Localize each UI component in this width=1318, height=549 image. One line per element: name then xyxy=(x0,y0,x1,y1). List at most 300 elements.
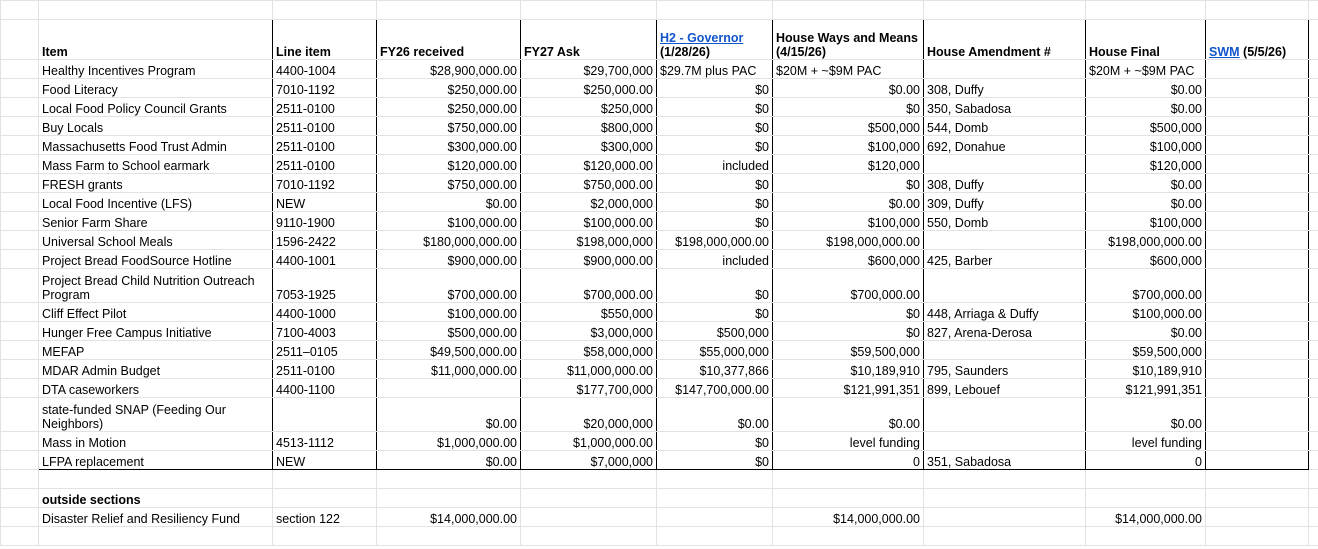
cell-edge xyxy=(1309,398,1318,432)
cell-h2-governor[interactable]: $0 xyxy=(657,269,773,303)
cell-house-amendment[interactable]: 448, Arriaga & Duffy xyxy=(924,303,1086,322)
cell-house-ways-means[interactable]: $0.00 xyxy=(773,193,924,212)
row-gutter xyxy=(1,398,39,432)
cell-swm[interactable] xyxy=(1206,303,1309,322)
empty-cell[interactable] xyxy=(1086,489,1206,508)
row-gutter xyxy=(1,250,39,269)
row-gutter xyxy=(1,155,39,174)
cell-fy26[interactable]: $0.00 xyxy=(377,193,521,212)
empty-cell[interactable] xyxy=(1206,470,1309,489)
blank-row xyxy=(1,470,1318,489)
empty-cell[interactable] xyxy=(1309,527,1318,546)
cell-house-amendment[interactable]: 351, Sabadosa xyxy=(924,451,1086,470)
cell-house-ways-means[interactable]: $14,000,000.00 xyxy=(773,508,924,527)
cell-fy27[interactable]: $11,000,000.00 xyxy=(521,360,657,379)
cell-house-ways-means[interactable]: $600,000 xyxy=(773,250,924,269)
cell-house-ways-means[interactable]: $121,991,351 xyxy=(773,379,924,398)
empty-cell[interactable] xyxy=(377,470,521,489)
cell-house-ways-means[interactable]: $0 xyxy=(773,303,924,322)
cell-h2-governor[interactable]: $0.00 xyxy=(657,398,773,432)
empty-cell[interactable] xyxy=(273,527,377,546)
cell-line-item[interactable]: 1596-2422 xyxy=(273,231,377,250)
cell-swm[interactable] xyxy=(1206,98,1309,117)
empty-cell[interactable] xyxy=(377,527,521,546)
cell-fy26[interactable]: $750,000.00 xyxy=(377,117,521,136)
empty-cell[interactable] xyxy=(1,470,39,489)
cell-fy26[interactable]: $500,000.00 xyxy=(377,322,521,341)
cell-house-final[interactable]: $20M + ~$9M PAC xyxy=(1086,60,1206,79)
cell-house-amendment[interactable]: 899, Lebouef xyxy=(924,379,1086,398)
table-row xyxy=(1,508,1318,527)
cell-house-amendment[interactable] xyxy=(924,231,1086,250)
cell-edge xyxy=(1309,155,1318,174)
cell-fy26[interactable] xyxy=(377,379,521,398)
cell-item[interactable]: Food Literacy xyxy=(39,79,273,98)
cell-h2-governor[interactable]: $55,000,000 xyxy=(657,341,773,360)
row-gutter xyxy=(1,303,39,322)
table-row xyxy=(1,117,1318,136)
cell-swm[interactable] xyxy=(1206,174,1309,193)
cell-fy27[interactable]: $58,000,000 xyxy=(521,341,657,360)
cell-fy26[interactable]: $300,000.00 xyxy=(377,136,521,155)
table-row xyxy=(1,360,1318,379)
cell-house-final[interactable]: $0.00 xyxy=(1086,193,1206,212)
cell-house-amendment[interactable]: 795, Saunders xyxy=(924,360,1086,379)
row-gutter xyxy=(1,451,39,470)
cell-house-final[interactable]: $10,189,910 xyxy=(1086,360,1206,379)
cell-fy27[interactable]: $250,000.00 xyxy=(521,79,657,98)
cell-item[interactable]: MDAR Admin Budget xyxy=(39,360,273,379)
cell-house-final[interactable]: $0.00 xyxy=(1086,322,1206,341)
outside-sections-title-row xyxy=(1,489,1318,508)
header-line-item[interactable]: Line item xyxy=(273,20,377,60)
cell-fy27[interactable]: $900,000.00 xyxy=(521,250,657,269)
table-row xyxy=(1,136,1318,155)
cell-house-ways-means[interactable]: $59,500,000 xyxy=(773,341,924,360)
row-gutter xyxy=(1,489,39,508)
cell-swm[interactable] xyxy=(1206,379,1309,398)
cell-edge xyxy=(1309,250,1318,269)
empty-cell[interactable] xyxy=(657,489,773,508)
cell-item[interactable]: Mass Farm to School earmark xyxy=(39,155,273,174)
cell-house-final[interactable]: $59,500,000 xyxy=(1086,341,1206,360)
cell-fy26[interactable]: $700,000.00 xyxy=(377,269,521,303)
swm-link[interactable]: SWM xyxy=(1209,45,1240,59)
cell-fy27[interactable] xyxy=(521,508,657,527)
cell-fy26[interactable]: $0.00 xyxy=(377,451,521,470)
table-row xyxy=(1,250,1318,269)
cell-house-ways-means[interactable]: level funding xyxy=(773,432,924,451)
cell-fy26[interactable]: $1,000,000.00 xyxy=(377,432,521,451)
header-house-amendment[interactable]: House Amendment # xyxy=(924,20,1086,60)
cell-house-ways-means[interactable]: $0.00 xyxy=(773,79,924,98)
table-row xyxy=(1,98,1318,117)
cell-swm[interactable] xyxy=(1206,341,1309,360)
cell-item[interactable]: Buy Locals xyxy=(39,117,273,136)
cell-house-final[interactable]: $0.00 xyxy=(1086,398,1206,432)
cell-item[interactable]: state-funded SNAP (Feeding Our Neighbors) xyxy=(39,398,273,432)
cell-house-amendment[interactable]: 550, Domb xyxy=(924,212,1086,231)
row-gutter xyxy=(1,212,39,231)
cell-line-item[interactable]: 4400-1001 xyxy=(273,250,377,269)
cell-house-ways-means[interactable]: $0 xyxy=(773,174,924,193)
table-row xyxy=(1,432,1318,451)
cell-fy26[interactable]: $100,000.00 xyxy=(377,212,521,231)
cell-swm[interactable] xyxy=(1206,269,1309,303)
cell-h2-governor[interactable]: $0 xyxy=(657,117,773,136)
cell-fy27[interactable]: $750,000.00 xyxy=(521,174,657,193)
cell-house-amendment[interactable]: 692, Donahue xyxy=(924,136,1086,155)
cell-house-amendment[interactable] xyxy=(924,269,1086,303)
empty-cell[interactable] xyxy=(273,489,377,508)
row-gutter xyxy=(1,269,39,303)
cell-house-amendment[interactable]: 544, Domb xyxy=(924,117,1086,136)
cell-fy27[interactable]: $198,000,000 xyxy=(521,231,657,250)
cell-item[interactable]: DTA caseworkers xyxy=(39,379,273,398)
cell-item[interactable]: Project Bread Child Nutrition Outreach Program xyxy=(39,269,273,303)
table-row xyxy=(1,60,1318,79)
cell-house-ways-means[interactable]: $500,000 xyxy=(773,117,924,136)
cell-swm[interactable] xyxy=(1206,79,1309,98)
cell-edge xyxy=(1309,508,1318,527)
header-h2-governor[interactable] xyxy=(657,20,773,60)
cell-house-amendment[interactable]: 308, Duffy xyxy=(924,174,1086,193)
cell-house-amendment[interactable] xyxy=(924,508,1086,527)
cell-h2-governor[interactable]: $10,377,866 xyxy=(657,360,773,379)
cell-swm[interactable] xyxy=(1206,250,1309,269)
cell-fy27[interactable]: $2,000,000 xyxy=(521,193,657,212)
empty-cell[interactable] xyxy=(1309,470,1318,489)
cell-item[interactable]: FRESH grants xyxy=(39,174,273,193)
cell-house-final[interactable]: $121,991,351 xyxy=(1086,379,1206,398)
cell-house-final[interactable]: $198,000,000.00 xyxy=(1086,231,1206,250)
cell-item[interactable]: Hunger Free Campus Initiative xyxy=(39,322,273,341)
cell-fy27[interactable]: $300,000 xyxy=(521,136,657,155)
cell-house-ways-means[interactable]: $0 xyxy=(773,98,924,117)
cell-house-ways-means[interactable]: $0 xyxy=(773,322,924,341)
empty-cell[interactable] xyxy=(273,470,377,489)
cell-house-final[interactable]: 0 xyxy=(1086,451,1206,470)
cell-h2-governor[interactable] xyxy=(657,508,773,527)
empty-cell[interactable] xyxy=(924,489,1086,508)
cell-fy27[interactable]: $550,000 xyxy=(521,303,657,322)
row-gutter xyxy=(1,174,39,193)
cell-edge xyxy=(1309,303,1318,322)
header-house-final[interactable]: House Final xyxy=(1086,20,1206,60)
cell-item[interactable]: Project Bread FoodSource Hotline xyxy=(39,250,273,269)
cell-house-amendment[interactable] xyxy=(924,341,1086,360)
header-item[interactable]: Item xyxy=(39,20,273,60)
cell-edge xyxy=(1309,174,1318,193)
empty-cell[interactable] xyxy=(1206,489,1309,508)
h2-governor-date: (1/28/26) xyxy=(660,45,711,59)
cell-fy26[interactable]: $250,000.00 xyxy=(377,79,521,98)
cell-fy26[interactable]: $28,900,000.00 xyxy=(377,60,521,79)
cell-h2-governor[interactable]: $0 xyxy=(657,303,773,322)
cell-house-amendment[interactable] xyxy=(924,155,1086,174)
cell-edge xyxy=(1309,212,1318,231)
cell-line-item[interactable]: section 122 xyxy=(273,508,377,527)
header-fy26[interactable]: FY26 received xyxy=(377,20,521,60)
row-gutter xyxy=(1,79,39,98)
cell-fy27[interactable]: $177,700,000 xyxy=(521,379,657,398)
cell-house-final[interactable]: $0.00 xyxy=(1086,174,1206,193)
cell-fy27[interactable]: $20,000,000 xyxy=(521,398,657,432)
table-row xyxy=(1,231,1318,250)
table-row xyxy=(1,174,1318,193)
cell-fy27[interactable]: $700,000.00 xyxy=(521,269,657,303)
cell-house-amendment[interactable]: 308, Duffy xyxy=(924,79,1086,98)
row-gutter xyxy=(1,508,39,527)
cell-fy27[interactable]: $29,700,000 xyxy=(521,60,657,79)
cell-fy26[interactable]: $0.00 xyxy=(377,398,521,432)
cell-house-final[interactable]: $0.00 xyxy=(1086,79,1206,98)
empty-cell[interactable] xyxy=(1206,527,1309,546)
cell-line-item[interactable]: 2511-0100 xyxy=(273,360,377,379)
cell-edge xyxy=(1309,98,1318,117)
cell-line-item[interactable]: 2511-0100 xyxy=(273,155,377,174)
cell-fy27[interactable]: $7,000,000 xyxy=(521,451,657,470)
cell-h2-governor[interactable]: included xyxy=(657,250,773,269)
empty-cell[interactable] xyxy=(924,527,1086,546)
empty-cell[interactable] xyxy=(924,470,1086,489)
cell-h2-governor[interactable]: $0 xyxy=(657,79,773,98)
cell-fy27[interactable]: $3,000,000 xyxy=(521,322,657,341)
cell-house-final[interactable]: $100,000.00 xyxy=(1086,303,1206,322)
cell-line-item[interactable]: 4513-1112 xyxy=(273,432,377,451)
cell-edge xyxy=(1309,79,1318,98)
cell-h2-governor[interactable]: $500,000 xyxy=(657,322,773,341)
row-gutter xyxy=(1,231,39,250)
empty-cell[interactable] xyxy=(1,527,39,546)
table-row xyxy=(1,322,1318,341)
cell-fy26[interactable]: $250,000.00 xyxy=(377,98,521,117)
cell-h2-governor[interactable]: $0 xyxy=(657,98,773,117)
table-row xyxy=(1,341,1318,360)
cell-house-final[interactable]: $0.00 xyxy=(1086,98,1206,117)
cell-edge xyxy=(1309,193,1318,212)
cell-house-amendment[interactable] xyxy=(924,398,1086,432)
cell-line-item[interactable]: 2511-0100 xyxy=(273,98,377,117)
cell-house-amendment[interactable] xyxy=(924,432,1086,451)
cell-line-item[interactable]: 4400-1004 xyxy=(273,60,377,79)
empty-cell[interactable] xyxy=(521,527,657,546)
header-house-ways-means[interactable]: House Ways and Means (4/15/26) xyxy=(773,20,924,60)
cell-swm[interactable] xyxy=(1206,398,1309,432)
cell-item[interactable]: Massachusetts Food Trust Admin xyxy=(39,136,273,155)
cell-fy26[interactable]: $180,000,000.00 xyxy=(377,231,521,250)
cell-line-item[interactable]: 2511-0100 xyxy=(273,117,377,136)
cell-h2-governor[interactable]: $0 xyxy=(657,432,773,451)
table-row xyxy=(1,303,1318,322)
empty-cell[interactable] xyxy=(657,470,773,489)
empty-cell[interactable] xyxy=(1086,470,1206,489)
cell-house-amendment[interactable]: 309, Duffy xyxy=(924,193,1086,212)
cell-house-ways-means[interactable]: $120,000 xyxy=(773,155,924,174)
cell-swm[interactable] xyxy=(1206,231,1309,250)
cell-house-ways-means[interactable]: $100,000 xyxy=(773,212,924,231)
cell-h2-governor[interactable]: $0 xyxy=(657,193,773,212)
cell-h2-governor[interactable]: $0 xyxy=(657,451,773,470)
cell-line-item[interactable]: NEW xyxy=(273,193,377,212)
cell-edge xyxy=(1309,379,1318,398)
cell-fy26[interactable]: $900,000.00 xyxy=(377,250,521,269)
cell-fy27[interactable]: $250,000 xyxy=(521,98,657,117)
cell-item[interactable]: LFPA replacement xyxy=(39,451,273,470)
row-gutter xyxy=(1,98,39,117)
row-gutter xyxy=(1,117,39,136)
cell-edge xyxy=(1309,489,1318,508)
cell-edge xyxy=(1309,360,1318,379)
cell-line-item[interactable]: 2511–0105 xyxy=(273,341,377,360)
cell-swm[interactable] xyxy=(1206,155,1309,174)
cell-edge xyxy=(1309,231,1318,250)
cell-item[interactable]: Local Food Incentive (LFS) xyxy=(39,193,273,212)
empty-cell[interactable] xyxy=(521,470,657,489)
empty-cell[interactable] xyxy=(773,489,924,508)
header-swm[interactable] xyxy=(1206,20,1309,60)
table-row xyxy=(1,193,1318,212)
cell-house-final[interactable]: $500,000 xyxy=(1086,117,1206,136)
empty-cell[interactable] xyxy=(657,527,773,546)
empty-cell[interactable] xyxy=(1086,527,1206,546)
cell-house-ways-means[interactable]: $0.00 xyxy=(773,398,924,432)
cell-h2-governor[interactable]: $29.7M plus PAC xyxy=(657,60,773,79)
cell-item[interactable]: Senior Farm Share xyxy=(39,212,273,231)
outside-sections-title[interactable]: outside sections xyxy=(39,489,273,508)
cell-swm[interactable] xyxy=(1206,212,1309,231)
cell-h2-governor[interactable]: $0 xyxy=(657,212,773,231)
cell-item[interactable]: Cliff Effect Pilot xyxy=(39,303,273,322)
cell-fy26[interactable]: $120,000.00 xyxy=(377,155,521,174)
cell-house-amendment[interactable] xyxy=(924,60,1086,79)
empty-cell[interactable] xyxy=(39,527,273,546)
cell-house-final[interactable]: $700,000.00 xyxy=(1086,269,1206,303)
cell-swm[interactable] xyxy=(1206,322,1309,341)
cell-house-amendment[interactable]: 350, Sabadosa xyxy=(924,98,1086,117)
table-row xyxy=(1,451,1318,470)
cell-house-ways-means[interactable]: $10,189,910 xyxy=(773,360,924,379)
cell-fy26[interactable]: $49,500,000.00 xyxy=(377,341,521,360)
cell-house-final[interactable]: $100,000 xyxy=(1086,212,1206,231)
cell-house-final[interactable]: $120,000 xyxy=(1086,155,1206,174)
cell-line-item[interactable]: NEW xyxy=(273,451,377,470)
cell-line-item[interactable] xyxy=(273,398,377,432)
cell-house-final[interactable]: $14,000,000.00 xyxy=(1086,508,1206,527)
table-row xyxy=(1,398,1318,432)
cell-fy27[interactable]: $120,000.00 xyxy=(521,155,657,174)
empty-cell[interactable] xyxy=(773,470,924,489)
row-gutter xyxy=(1,322,39,341)
cell-h2-governor[interactable]: $0 xyxy=(657,174,773,193)
row-gutter xyxy=(1,341,39,360)
h2-governor-link[interactable]: H2 - Governor xyxy=(660,31,744,45)
cell-fy26[interactable]: $750,000.00 xyxy=(377,174,521,193)
blank-row xyxy=(1,1,1318,20)
table-row xyxy=(1,155,1318,174)
cell-item[interactable]: Local Food Policy Council Grants xyxy=(39,98,273,117)
cell-fy27[interactable]: $800,000 xyxy=(521,117,657,136)
cell-line-item[interactable]: 4400-1100 xyxy=(273,379,377,398)
cell-edge xyxy=(1309,117,1318,136)
cell-swm[interactable] xyxy=(1206,508,1309,527)
cell-swm[interactable] xyxy=(1206,60,1309,79)
table-row xyxy=(1,269,1318,303)
cell-line-item[interactable]: 7053-1925 xyxy=(273,269,377,303)
cell-house-final[interactable]: level funding xyxy=(1086,432,1206,451)
cell-line-item[interactable]: 2511-0100 xyxy=(273,136,377,155)
cell-house-ways-means[interactable]: $20M + ~$9M PAC xyxy=(773,60,924,79)
cell-swm[interactable] xyxy=(1206,117,1309,136)
cell-swm[interactable] xyxy=(1206,136,1309,155)
cell-fy27[interactable]: $100,000.00 xyxy=(521,212,657,231)
row-gutter xyxy=(1,432,39,451)
cell-h2-governor[interactable]: $0 xyxy=(657,136,773,155)
cell-line-item[interactable]: 7010-1192 xyxy=(273,79,377,98)
table-row xyxy=(1,79,1318,98)
cell-item[interactable]: Healthy Incentives Program xyxy=(39,60,273,79)
cell-h2-governor[interactable]: included xyxy=(657,155,773,174)
cell-item[interactable]: Universal School Meals xyxy=(39,231,273,250)
cell-house-ways-means[interactable]: $700,000.00 xyxy=(773,269,924,303)
cell-edge xyxy=(1309,269,1318,303)
cell-item[interactable]: Disaster Relief and Resiliency Fund xyxy=(39,508,273,527)
cell-fy27[interactable]: $1,000,000.00 xyxy=(521,432,657,451)
cell-edge xyxy=(1309,60,1318,79)
table-row xyxy=(1,379,1318,398)
row-gutter xyxy=(1,136,39,155)
cell-house-final[interactable]: $600,000 xyxy=(1086,250,1206,269)
cell-swm[interactable] xyxy=(1206,432,1309,451)
row-gutter xyxy=(1,193,39,212)
cell-line-item[interactable]: 4400-1000 xyxy=(273,303,377,322)
cell-house-amendment[interactable]: 827, Arena-Derosa xyxy=(924,322,1086,341)
table-row xyxy=(1,212,1318,231)
cell-house-ways-means[interactable]: $198,000,000.00 xyxy=(773,231,924,250)
cell-fy26[interactable]: $11,000,000.00 xyxy=(377,360,521,379)
header-fy27[interactable]: FY27 Ask xyxy=(521,20,657,60)
cell-house-final[interactable]: $100,000 xyxy=(1086,136,1206,155)
cell-swm[interactable] xyxy=(1206,451,1309,470)
cell-edge xyxy=(1309,136,1318,155)
row-gutter xyxy=(1,379,39,398)
cell-swm[interactable] xyxy=(1206,360,1309,379)
cell-h2-governor[interactable]: $147,700,000.00 xyxy=(657,379,773,398)
cell-fy26[interactable]: $14,000,000.00 xyxy=(377,508,521,527)
cell-edge xyxy=(1309,322,1318,341)
empty-cell[interactable] xyxy=(521,489,657,508)
cell-line-item[interactable]: 9110-1900 xyxy=(273,212,377,231)
row-gutter xyxy=(1,360,39,379)
cell-line-item[interactable]: 7100-4003 xyxy=(273,322,377,341)
cell-item[interactable]: MEFAP xyxy=(39,341,273,360)
empty-cell[interactable] xyxy=(39,470,273,489)
cell-swm[interactable] xyxy=(1206,193,1309,212)
empty-cell[interactable] xyxy=(377,489,521,508)
cell-fy26[interactable]: $100,000.00 xyxy=(377,303,521,322)
cell-h2-governor[interactable]: $198,000,000.00 xyxy=(657,231,773,250)
header-row xyxy=(1,20,1318,60)
row-gutter xyxy=(1,20,39,60)
cell-house-ways-means[interactable]: 0 xyxy=(773,451,924,470)
cell-item[interactable]: Mass in Motion xyxy=(39,432,273,451)
cell-edge xyxy=(1309,451,1318,470)
cell-line-item[interactable]: 7010-1192 xyxy=(273,174,377,193)
cell-house-amendment[interactable]: 425, Barber xyxy=(924,250,1086,269)
row-gutter xyxy=(1,60,39,79)
cell-house-ways-means[interactable]: $100,000 xyxy=(773,136,924,155)
empty-cell[interactable] xyxy=(773,527,924,546)
